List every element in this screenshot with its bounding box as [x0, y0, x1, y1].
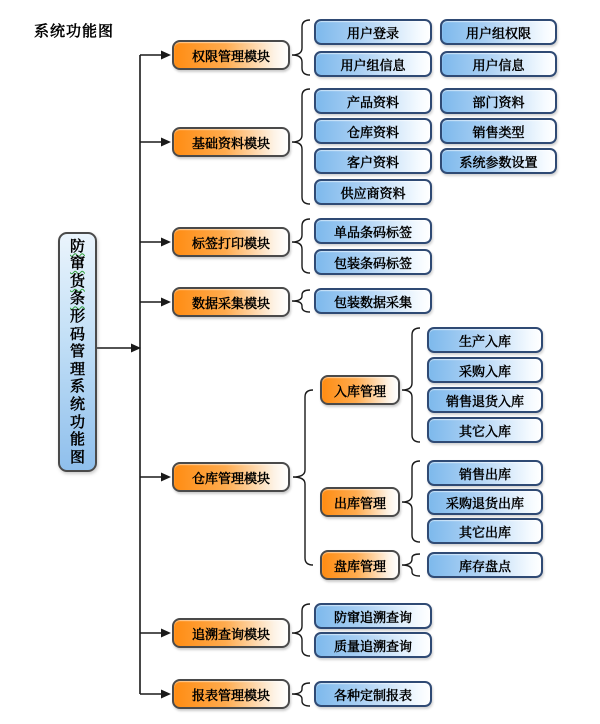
brace-report	[292, 683, 310, 706]
leaf-purchase-return-outbound: 采购退货出库	[427, 489, 543, 515]
root-node-char: 系	[69, 378, 85, 396]
root-node-char: 图	[69, 448, 85, 466]
leaf-other-inbound: 其它入库	[427, 417, 543, 443]
root-node-char: 形	[69, 308, 85, 326]
leaf-quality-trace-query: 质量追溯查询	[314, 632, 432, 658]
module-warehouse: 仓库管理模块	[172, 462, 290, 492]
submodule-stocktake: 盘库管理	[320, 550, 400, 580]
leaf-other-outbound: 其它出库	[427, 518, 543, 544]
root-node-char: 理	[69, 360, 85, 378]
submodule-outbound: 出库管理	[320, 487, 400, 517]
leaf-custom-reports: 各种定制报表	[314, 681, 432, 707]
leaf-warehouse-data: 仓库资料	[314, 118, 432, 144]
brace-outbound	[402, 461, 420, 542]
root-node	[58, 232, 97, 472]
leaf-supplier-data: 供应商资料	[314, 179, 432, 205]
root-node-char: 码	[69, 325, 85, 343]
leaf-package-data-collect: 包装数据采集	[314, 288, 432, 314]
root-node-char: 统	[69, 395, 85, 413]
leaf-sales-return-inbound: 销售退货入库	[427, 387, 543, 413]
module-label-print: 标签打印模块	[172, 227, 290, 257]
page-title: 系统功能图	[34, 23, 115, 40]
brace-warehouse	[293, 390, 313, 565]
leaf-purchase-inbound: 采购入库	[427, 357, 543, 383]
module-basic-data: 基础资料模块	[172, 127, 290, 157]
root-node-char: 条	[69, 290, 85, 308]
brace-label-print	[292, 219, 310, 273]
leaf-customer-data: 客户资料	[314, 148, 432, 174]
leaf-user-info: 用户信息	[440, 51, 557, 77]
leaf-product-data: 产品资料	[314, 88, 432, 114]
module-data-collect: 数据采集模块	[172, 287, 290, 317]
brace-stocktake	[402, 554, 420, 576]
leaf-user-group-info: 用户组信息	[314, 51, 432, 77]
leaf-sales-outbound: 销售出库	[427, 460, 543, 486]
root-node-char: 功	[69, 413, 85, 431]
root-node-char: 窜	[69, 255, 85, 273]
brace-trace-query	[292, 604, 310, 656]
leaf-user-login: 用户登录	[314, 19, 432, 45]
leaf-package-barcode-label: 包装条码标签	[314, 249, 432, 275]
brace-data-collect	[292, 290, 310, 312]
brace-basic-data	[292, 89, 310, 204]
leaf-stock-count: 库存盘点	[427, 552, 543, 578]
leaf-system-params: 系统参数设置	[440, 148, 557, 174]
module-trace-query: 追溯查询模块	[172, 618, 290, 648]
brace-inbound	[402, 328, 420, 442]
submodule-inbound: 入库管理	[320, 375, 400, 405]
leaf-dept-data: 部门资料	[440, 88, 557, 114]
module-permission: 权限管理模块	[172, 40, 290, 70]
leaf-production-inbound: 生产入库	[427, 327, 543, 353]
root-node-char: 管	[69, 343, 85, 361]
root-node-char: 货	[69, 272, 85, 290]
leaf-sales-type: 销售类型	[440, 118, 557, 144]
leaf-single-item-barcode-label: 单品条码标签	[314, 218, 432, 244]
brace-permission	[292, 20, 310, 75]
leaf-anti-channel-trace-query: 防窜追溯查询	[314, 603, 432, 629]
root-node-char: 能	[69, 431, 85, 449]
root-node-char: 防	[69, 237, 85, 255]
leaf-user-group-permission: 用户组权限	[440, 19, 557, 45]
module-report: 报表管理模块	[172, 679, 290, 709]
